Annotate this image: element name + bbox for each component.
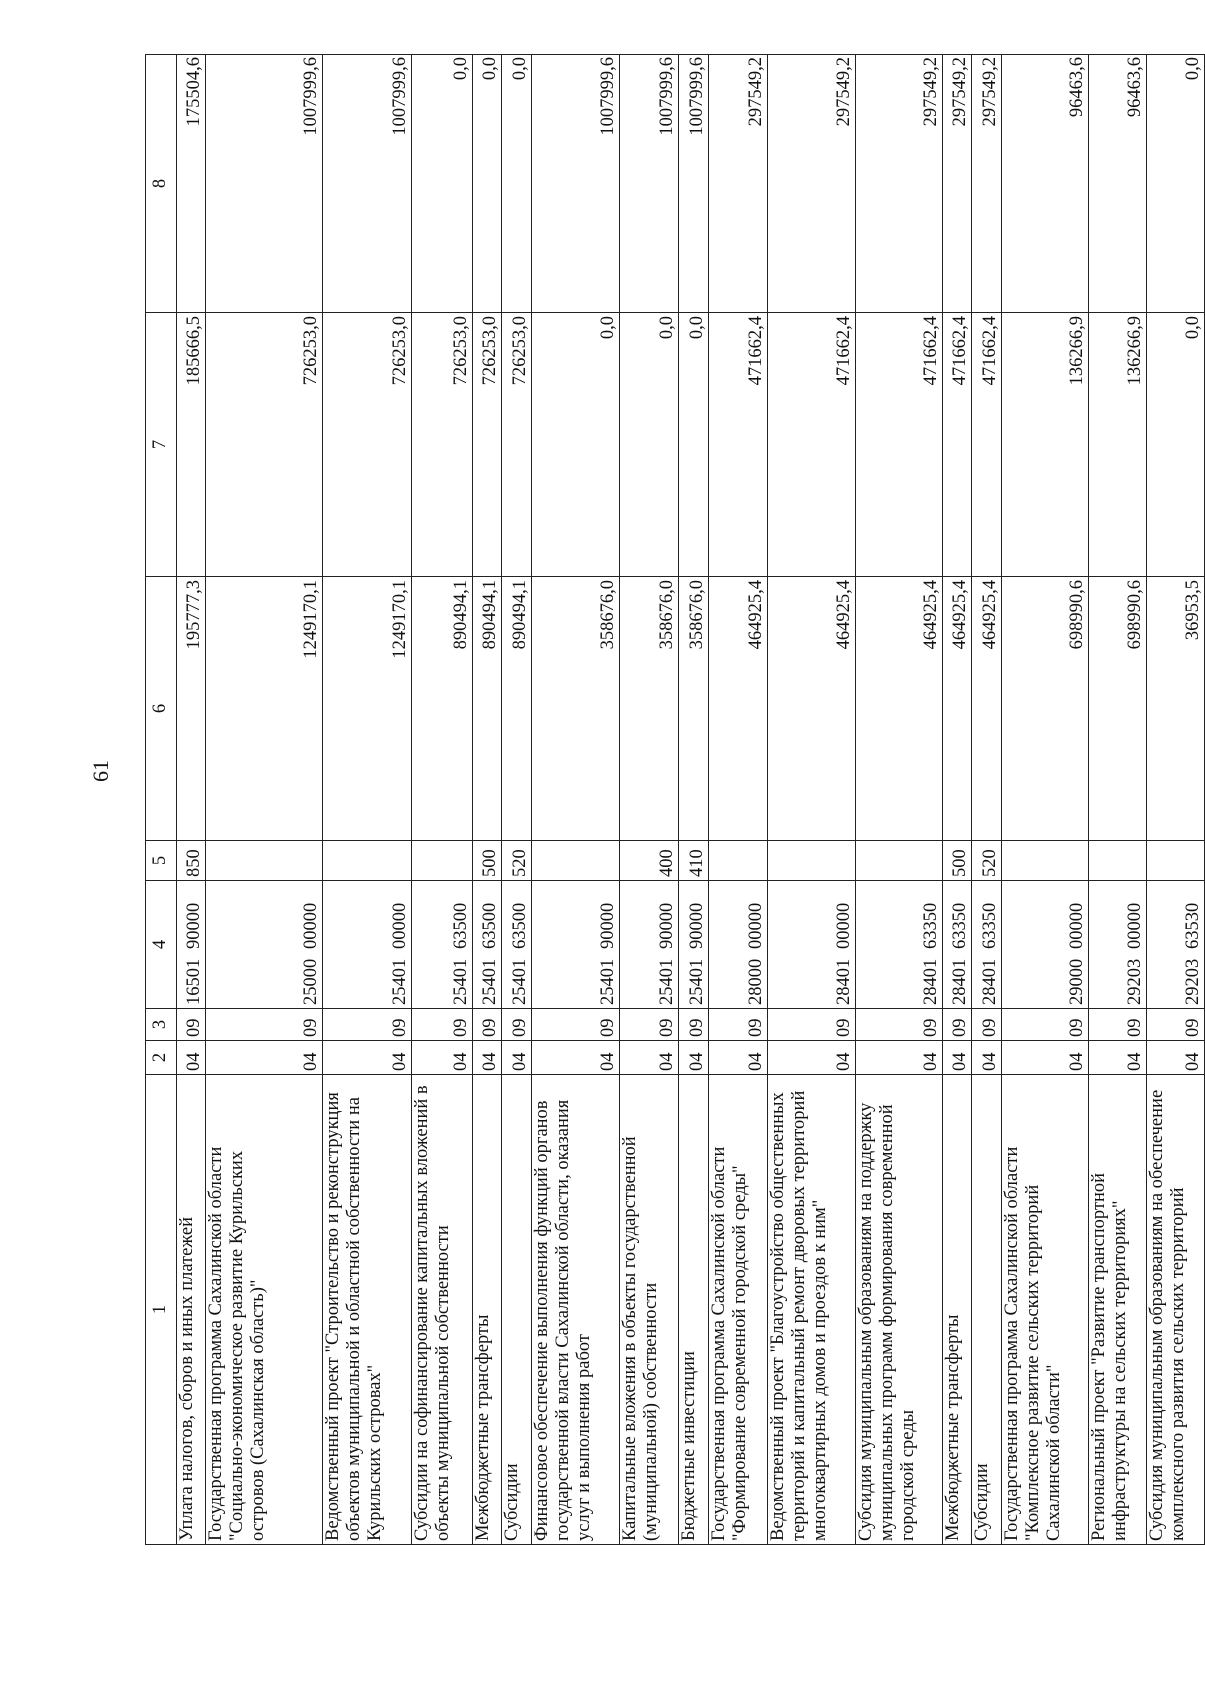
amount-col8-cell: 0,0 [412,55,472,313]
amount-col8-cell: 0,0 [1147,55,1205,313]
table-row [1147,55,1205,1545]
target-article-part2: 63500 [509,902,530,949]
amount-col8-cell: 175504,6 [176,55,206,313]
target-article-part2: 63500 [450,902,471,949]
table-row [176,55,206,1545]
row-name-cell: Межбюджетные трансферты [472,1075,502,1545]
subsection-code-cell: 09 [709,1009,768,1041]
table-row [768,55,855,1545]
budget-table [145,54,1205,1545]
target-article-part1: 25401 [450,958,471,1005]
amount-col7-cell: 726253,0 [323,313,412,577]
target-article-part2: 63350 [950,902,971,949]
amount-col7-cell: 0,0 [1147,313,1205,577]
expense-type-cell [1001,841,1088,881]
amount-col6-cell: 358676,0 [531,577,620,841]
amount-col7-cell: 471662,4 [855,313,942,577]
target-article-part1: 25000 [301,958,322,1005]
target-article-cell [412,881,472,1009]
row-name-cell: Субсидии [502,1075,532,1545]
section-code-cell: 04 [502,1041,532,1075]
amount-col8-cell: 0,0 [472,55,502,313]
row-name-cell: Бюджетные инвестиции [679,1075,709,1545]
target-article-cell [206,881,323,1009]
subsection-code-cell: 09 [942,1009,972,1041]
amount-col7-cell: 0,0 [620,313,679,577]
target-article-part2: 63500 [480,902,501,949]
target-article-part2: 00000 [833,902,854,949]
table-row [502,55,532,1545]
table-row [323,55,412,1545]
amount-col8-cell: 1007999,6 [679,55,709,313]
amount-col7-cell: 471662,4 [972,313,1002,577]
header-cell: 1 [146,1075,177,1545]
amount-col6-cell: 358676,0 [620,577,679,841]
amount-col7-cell: 136266,9 [1001,313,1088,577]
header-cell: 6 [146,577,177,841]
subsection-code-cell: 09 [972,1009,1002,1041]
table-body [146,55,1205,1545]
expense-type-cell: 410 [679,841,709,881]
row-name-cell: Государственная программа Сахалинской области "Формирование современной городской среды" [709,1075,768,1545]
target-article-cell [679,881,709,1009]
target-article-part1: 28401 [833,958,854,1005]
amount-col6-cell: 464925,4 [855,577,942,841]
target-article-cell [531,881,620,1009]
subsection-code-cell: 09 [176,1009,206,1041]
amount-col8-cell: 1007999,6 [620,55,679,313]
section-code-cell: 04 [206,1041,323,1075]
target-article-part2: 00000 [390,902,411,949]
amount-col8-cell: 297549,2 [942,55,972,313]
target-article-part2: 00000 [301,902,322,949]
amount-col7-cell: 471662,4 [768,313,855,577]
target-article-part1: 29203 [1183,958,1203,1005]
amount-col7-cell: 726253,0 [412,313,472,577]
amount-col6-cell: 358676,0 [679,577,709,841]
table-row [472,55,502,1545]
amount-col6-cell: 195777,3 [176,577,206,841]
table-row [531,55,620,1545]
table-row [972,55,1002,1545]
row-name-cell: Региональный проект "Развитие транспортной инфраструктуры на сельских территориях" [1089,1075,1147,1545]
page-number: 61 [88,760,113,782]
table-row [412,55,472,1545]
expense-type-cell [206,841,323,881]
expense-type-cell: 500 [472,841,502,881]
target-article-cell [855,881,942,1009]
amount-col8-cell: 1007999,6 [323,55,412,313]
row-name-cell: Субсидии на софинансирование капитальных вложений в объекты муниципальной собственности [412,1075,472,1545]
table-row [855,55,942,1545]
target-article-part2: 00000 [746,902,767,949]
target-article-cell [1089,881,1147,1009]
table-row [709,55,768,1545]
amount-col6-cell: 890494,1 [412,577,472,841]
amount-col6-cell: 1249170,1 [206,577,323,841]
amount-col7-cell: 471662,4 [942,313,972,577]
table-row [206,55,323,1545]
section-code-cell: 04 [412,1041,472,1075]
amount-col8-cell: 297549,2 [855,55,942,313]
target-article-part2: 90000 [687,902,708,949]
amount-col8-cell: 1007999,6 [206,55,323,313]
target-article-part1: 25401 [390,958,411,1005]
row-name-cell: Уплата налогов, сборов и иных платежей [176,1075,206,1545]
row-name-cell: Государственная программа Сахалинской области "Социально-экономическое развитие Курильских островов (Сахалинская область)" [206,1075,323,1545]
subsection-code-cell: 09 [855,1009,942,1041]
target-article-part1: 25401 [657,958,678,1005]
section-code-cell: 04 [472,1041,502,1075]
target-article-cell [942,881,972,1009]
amount-col6-cell: 464925,4 [709,577,768,841]
amount-col6-cell: 1249170,1 [323,577,412,841]
amount-col6-cell: 464925,4 [972,577,1002,841]
amount-col7-cell: 471662,4 [709,313,768,577]
subsection-code-cell: 09 [323,1009,412,1041]
amount-col7-cell: 0,0 [679,313,709,577]
amount-col7-cell: 136266,9 [1089,313,1147,577]
expense-type-cell [412,841,472,881]
header-cell: 4 [146,881,177,1009]
section-code-cell: 04 [768,1041,855,1075]
target-article-cell [176,881,206,1009]
expense-type-cell: 520 [502,841,532,881]
subsection-code-cell: 09 [531,1009,620,1041]
row-name-cell: Капитальные вложения в объекты государственной (муниципальной) собственности [620,1075,679,1545]
expense-type-cell [323,841,412,881]
target-article-part2: 00000 [1125,902,1146,949]
section-code-cell: 04 [1001,1041,1088,1075]
table-row [1001,55,1088,1545]
table-row [1089,55,1147,1545]
target-article-cell [768,881,855,1009]
header-cell: 7 [146,313,177,577]
section-code-cell: 04 [679,1041,709,1075]
expense-type-cell [531,841,620,881]
target-article-part1: 28401 [920,958,941,1005]
amount-col8-cell: 1007999,6 [531,55,620,313]
amount-col6-cell: 698990,6 [1089,577,1147,841]
expense-type-cell [709,841,768,881]
row-name-cell: Межбюджетные трансферты [942,1075,972,1545]
target-article-part2: 63530 [1183,902,1203,949]
target-article-cell [1001,881,1088,1009]
amount-col8-cell: 297549,2 [768,55,855,313]
row-name-cell: Субсидия муниципальным образованиям на обеспечение комплексного развития сельских территорий [1147,1075,1205,1545]
target-article-part1: 25401 [687,958,708,1005]
row-name-cell: Ведомственный проект "Благоустройство общественных территорий и капитальный ремонт дворовых территорий многоквартирных домов и проездов к ним" [768,1075,855,1545]
target-article-part2: 63350 [920,902,941,949]
amount-col6-cell: 464925,4 [768,577,855,841]
target-article-part2: 00000 [1067,902,1088,949]
section-code-cell: 04 [176,1041,206,1075]
header-cell: 5 [146,841,177,881]
section-code-cell: 04 [855,1041,942,1075]
section-code-cell: 04 [531,1041,620,1075]
header-row [146,55,177,1545]
amount-col6-cell: 464925,4 [942,577,972,841]
row-name-cell: Субсидии [972,1075,1002,1545]
table-row [679,55,709,1545]
header-cell: 8 [146,55,177,313]
table-row [620,55,679,1545]
expense-type-cell: 400 [620,841,679,881]
amount-col8-cell: 96463,6 [1089,55,1147,313]
amount-col7-cell: 0,0 [531,313,620,577]
expense-type-cell: 850 [176,841,206,881]
amount-col6-cell: 698990,6 [1001,577,1088,841]
amount-col7-cell: 726253,0 [206,313,323,577]
section-code-cell: 04 [942,1041,972,1075]
subsection-code-cell: 09 [1147,1009,1205,1041]
target-article-cell [620,881,679,1009]
row-name-cell: Финансовое обеспечение выполнения функций органов государственной власти Сахалинской области, оказания услуг и выполнения работ [531,1075,620,1545]
rotated-table-container [145,55,1205,1545]
section-code-cell: 04 [1147,1041,1205,1075]
amount-col6-cell: 36953,5 [1147,577,1205,841]
target-article-cell [472,881,502,1009]
subsection-code-cell: 09 [1001,1009,1088,1041]
subsection-code-cell: 09 [679,1009,709,1041]
row-name-cell: Государственная программа Сахалинской области "Комплексное развитие сельских территорий Сахалинской области" [1001,1075,1088,1545]
target-article-cell [709,881,768,1009]
target-article-part1: 25401 [480,958,501,1005]
section-code-cell: 04 [709,1041,768,1075]
expense-type-cell [768,841,855,881]
target-article-part2: 90000 [657,902,678,949]
amount-col8-cell: 297549,2 [709,55,768,313]
target-article-part2: 63350 [979,902,1000,949]
target-article-part1: 29000 [1067,958,1088,1005]
target-article-part1: 28401 [950,958,971,1005]
target-article-cell [323,881,412,1009]
section-code-cell: 04 [620,1041,679,1075]
subsection-code-cell: 09 [412,1009,472,1041]
row-name-cell: Субсидия муниципальным образованиям на поддержку муниципальных программ формирования современной городской среды [855,1075,942,1545]
subsection-code-cell: 09 [502,1009,532,1041]
amount-col8-cell: 0,0 [502,55,532,313]
target-article-part1: 29203 [1125,958,1146,1005]
header-cell: 2 [146,1041,177,1075]
amount-col7-cell: 726253,0 [502,313,532,577]
target-article-part1: 16501 [184,958,205,1005]
amount-col8-cell: 96463,6 [1001,55,1088,313]
target-article-part2: 90000 [184,902,205,949]
section-code-cell: 04 [1089,1041,1147,1075]
target-article-part1: 28401 [979,958,1000,1005]
subsection-code-cell: 09 [768,1009,855,1041]
table-row [942,55,972,1545]
header-cell: 3 [146,1009,177,1041]
expense-type-cell [855,841,942,881]
row-name-cell: Ведомственный проект "Строительство и реконструкция объектов муниципальной и областной собственности на Курильских островах" [323,1075,412,1545]
subsection-code-cell: 09 [472,1009,502,1041]
target-article-cell [502,881,532,1009]
subsection-code-cell: 09 [620,1009,679,1041]
target-article-part2: 90000 [598,902,619,949]
target-article-cell [1147,881,1205,1009]
target-article-part1: 25401 [598,958,619,1005]
section-code-cell: 04 [972,1041,1002,1075]
amount-col6-cell: 890494,1 [502,577,532,841]
target-article-part1: 25401 [509,958,530,1005]
subsection-code-cell: 09 [1089,1009,1147,1041]
amount-col8-cell: 297549,2 [972,55,1002,313]
target-article-cell [972,881,1002,1009]
target-article-part1: 28000 [746,958,767,1005]
section-code-cell: 04 [323,1041,412,1075]
expense-type-cell: 520 [972,841,1002,881]
subsection-code-cell: 09 [206,1009,323,1041]
expense-type-cell: 500 [942,841,972,881]
amount-col7-cell: 185666,5 [176,313,206,577]
amount-col7-cell: 726253,0 [472,313,502,577]
expense-type-cell [1089,841,1147,881]
amount-col6-cell: 890494,1 [472,577,502,841]
expense-type-cell [1147,841,1205,881]
